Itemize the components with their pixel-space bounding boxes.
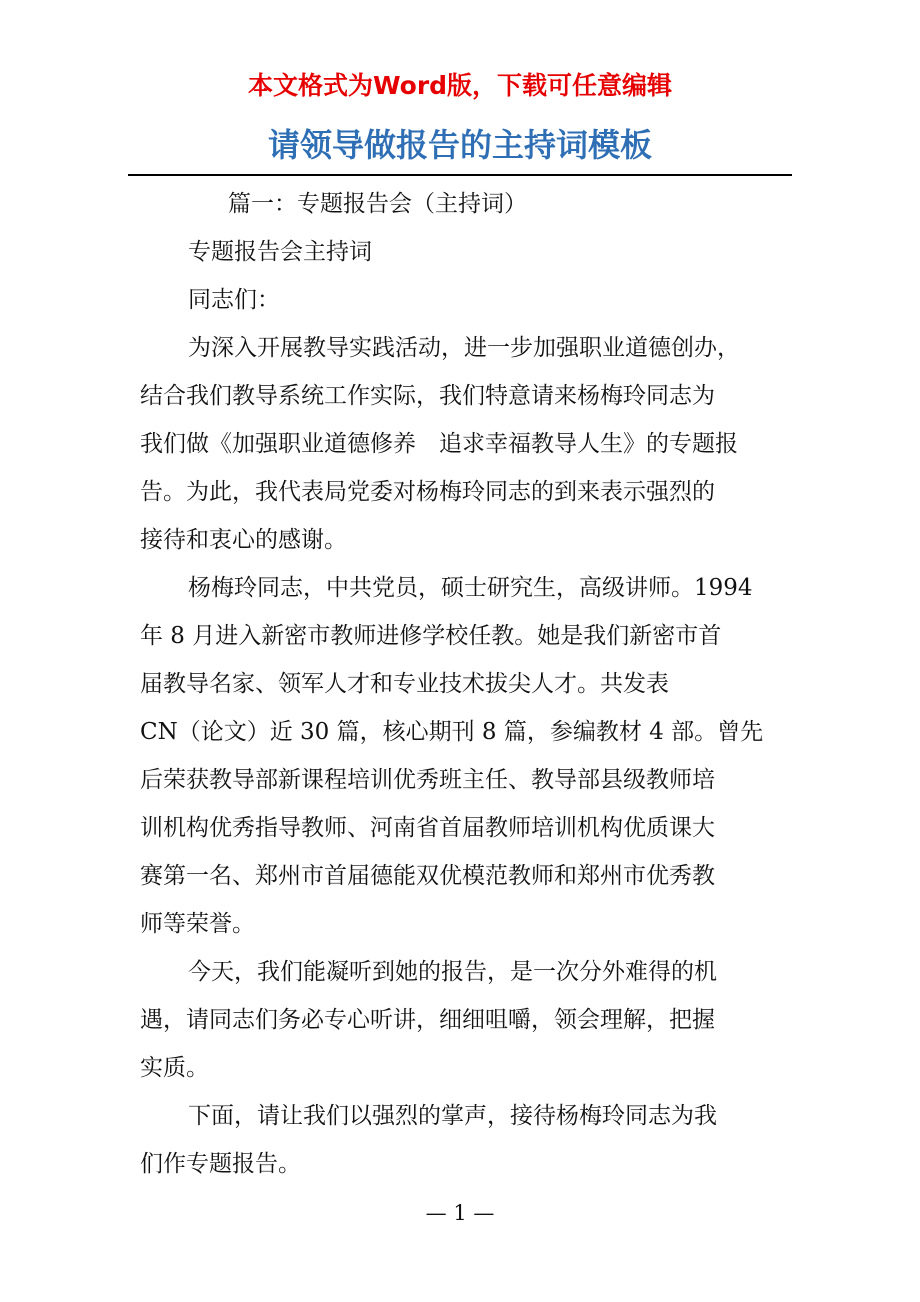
- paragraph-3: [140, 948, 790, 1092]
- paragraph-line: 今天，我们能凝听到她的报告，是一次分外难得的机: [188, 959, 717, 985]
- page-title: 请领导做报告的主持词模板: [267, 126, 652, 164]
- section-heading: 篇一：专题报告会（主持词）: [228, 191, 527, 217]
- document-body: [140, 180, 790, 1188]
- paragraph-line: 师等荣誉。: [140, 911, 255, 937]
- paragraph-line: 结合我们教导系统工作实际，我们特意请来杨梅玲同志为: [140, 383, 715, 409]
- paragraph-line: 赛第一名、郑州市首届德能双优模范教师和郑州市优秀教: [140, 863, 715, 889]
- paragraph-line: CN（论文）近 30 篇，核心期刊 8 篇，参编教材 4 部。曾先: [140, 719, 764, 745]
- paragraph-line: 遇，请同志们务必专心听讲，细细咀嚼，领会理解，把握: [140, 1007, 715, 1033]
- format-notice: 本文格式为Word版，下载可任意编辑: [247, 71, 673, 100]
- paragraph-line: 接待和衷心的感谢。: [140, 527, 347, 553]
- paragraph-line: 实质。: [140, 1055, 209, 1081]
- title-divider: [128, 174, 792, 176]
- paragraph-line: 年 8 月进入新密市教师进修学校任教。她是我们新密市首: [140, 623, 722, 649]
- paragraph-line: 为深入开展教导实践活动，进一步加强职业道德创办，: [188, 335, 740, 361]
- paragraph-line: 届教导名家、领军人才和专业技术拔尖人才。共发表: [140, 671, 669, 697]
- paragraph-line: 后荣获教导部新课程培训优秀班主任、教导部县级教师培: [140, 767, 715, 793]
- paragraph-line: 们作专题报告。: [140, 1151, 301, 1177]
- paragraph-line: 杨梅玲同志，中共党员，硕士研究生，高级讲师。1994: [188, 575, 753, 601]
- paragraph-1: [140, 324, 790, 564]
- page-number: — 1 —: [425, 1201, 495, 1225]
- paragraph-4: [140, 1092, 790, 1188]
- paragraph-2: [140, 564, 790, 948]
- paragraph-line: 训机构优秀指导教师、河南省首届教师培训机构优质课大: [140, 815, 715, 841]
- greeting: 同志们：: [188, 287, 280, 313]
- paragraph-line: 下面，请让我们以强烈的掌声，接待杨梅玲同志为我: [188, 1103, 717, 1129]
- subheading: 专题报告会主持词: [188, 239, 372, 265]
- paragraph-line: 告。为此，我代表局党委对杨梅玲同志的到来表示强烈的: [140, 479, 715, 505]
- paragraph-line: 我们做《加强职业道德修养 追求幸福教导人生》的专题报: [140, 431, 738, 457]
